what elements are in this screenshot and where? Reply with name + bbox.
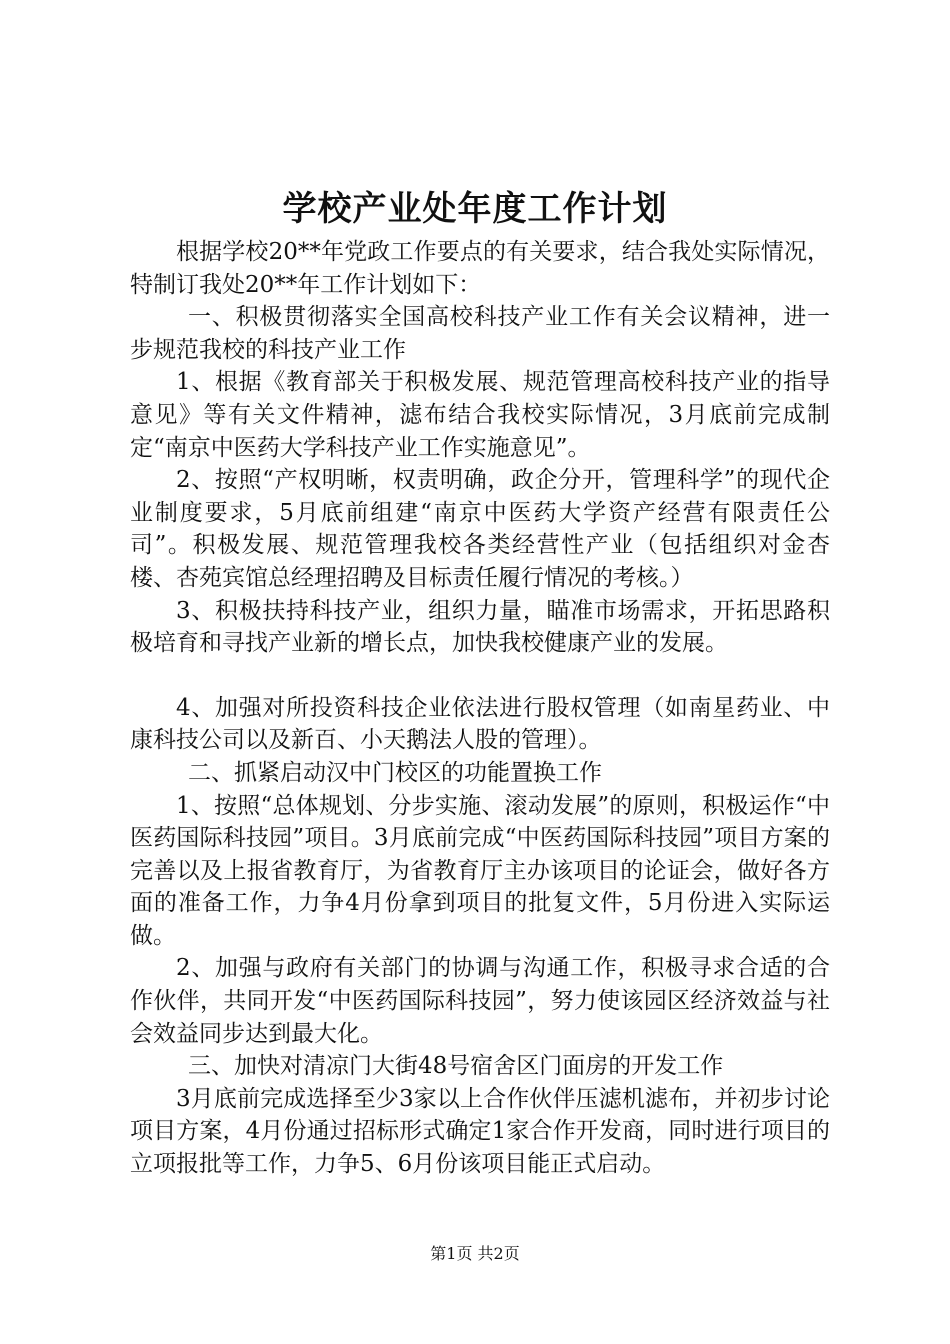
document-body <box>130 236 830 1181</box>
page-footer: 第1页 共2页 <box>430 1244 520 1263</box>
section-3-body: 3月底前完成选择至少3家以上合作伙伴压滤机滤布，并初步讨论项目方案，4月份通过招标形式确定1家合作开发商，同时进行项目的立项报批等工作，力争5、6月份该项目能正式启动。 <box>130 1085 830 1178</box>
document-title: 学校产业处年度工作计划 <box>282 189 668 229</box>
intro-paragraph: 根据学校20**年党政工作要点的有关要求，结合我处实际情况，特制订我处20**年工作计划如下： <box>130 239 830 298</box>
section-2-item-1: 1、按照“总体规划、分步实施、滚动发展”的原则，积极运作“中医药国际科技园”项目。3月底前完成“中医药国际科技园”项目方案的完善以及上报省教育厅，为省教育厅主办该项目的论证会，做好各方面的准备工作，力争4月份拿到项目的批复文件，5月份进入实际运做。 <box>130 792 830 949</box>
section-3-heading: 三、加快对清凉门大街48号宿舍区门面房的开发工作 <box>188 1053 724 1080</box>
section-2-item-2: 2、加强与政府有关部门的协调与沟通工作，积极寻求合适的合作伙伴，共同开发“中医药国际科技园”，努力使该园区经济效益与社会效益同步达到最大化。 <box>130 955 830 1047</box>
section-1-item-3: 3、积极扶持科技产业，组织力量，瞄准市场需求，开拓思路积极培育和寻找产业新的增长点，加快我校健康产业的发展。 <box>130 597 830 657</box>
section-1-item-1: 1、根据《教育部关于积极发展、规范管理高校科技产业的指导意见》等有关文件精神，滤布结合我校实际情况，3月底前完成制定“南京中医药大学科技产业工作实施意见”。 <box>130 369 830 461</box>
paragraph-gap <box>130 660 830 692</box>
section-1-heading: 一、积极贯彻落实全国高校科技产业工作有关会议精神，进一步规范我校的科技产业工作 <box>130 304 830 363</box>
section-2-heading: 二、抓紧启动汉中门校区的功能置换工作 <box>188 759 602 786</box>
section-1-item-4: 4、加强对所投资科技企业依法进行股权管理（如南星药业、中康科技公司以及新百、小天鹅法人股的管理）。 <box>130 694 830 754</box>
section-1-item-2: 2、按照“产权明晰，权责明确，政企分开，管理科学”的现代企业制度要求，5月底前组建“南京中医药大学资产经营有限责任公司”。积极发展、规范管理我校各类经营性产业（包括组织对金杏楼、杏苑宾馆总经理招聘及目标责任履行情况的考核。） <box>130 467 830 591</box>
